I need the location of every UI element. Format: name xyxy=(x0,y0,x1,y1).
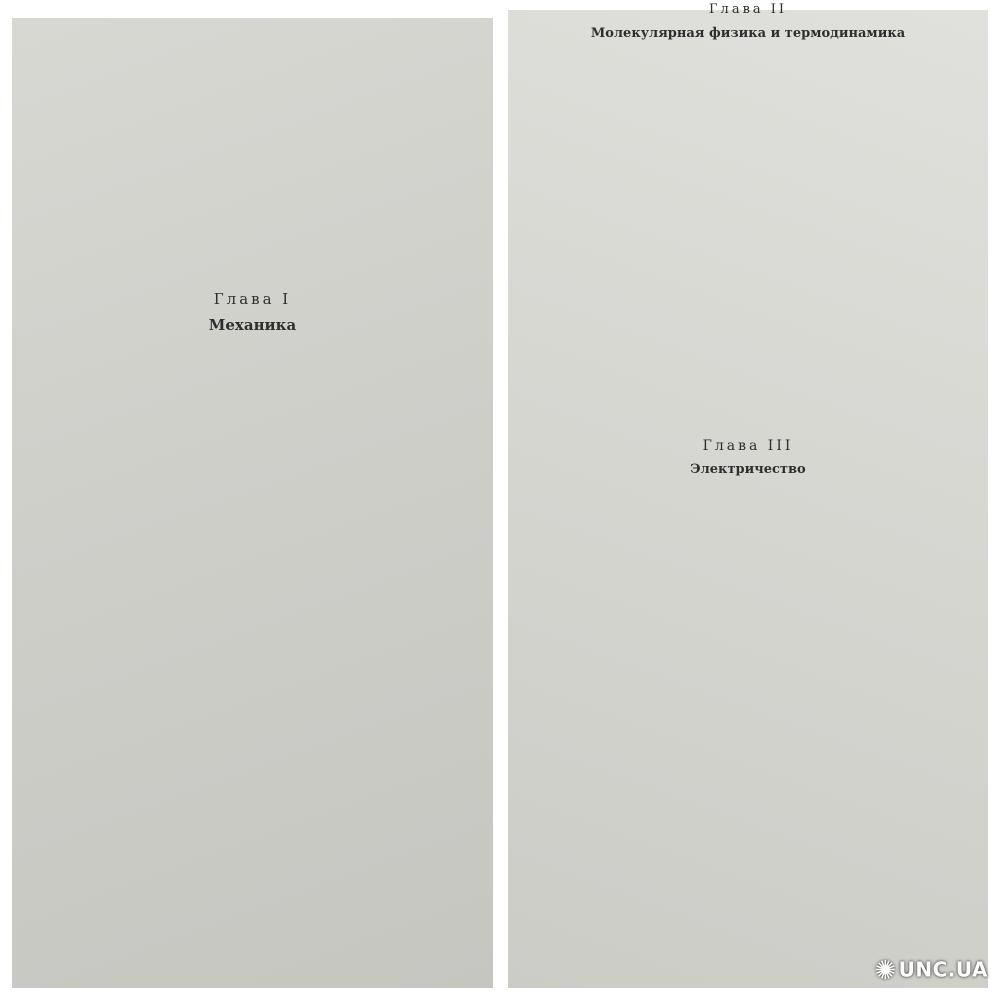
watermark xyxy=(874,956,988,986)
left-page xyxy=(12,18,493,988)
right-page xyxy=(508,2,988,988)
chapter-2-title: Молекулярная физика и термодинамика xyxy=(590,26,906,41)
chapter-3-label: Глава III xyxy=(702,438,794,454)
chapter-1-title: Механика xyxy=(208,316,297,334)
chapter-2-label: Глава II xyxy=(708,2,788,17)
chapter-3-title: Электричество xyxy=(690,462,806,477)
chapter-1-label: Глава I xyxy=(213,290,292,308)
watermark-text: UNC.UA xyxy=(898,957,988,982)
star-icon: ✺ xyxy=(874,956,897,986)
